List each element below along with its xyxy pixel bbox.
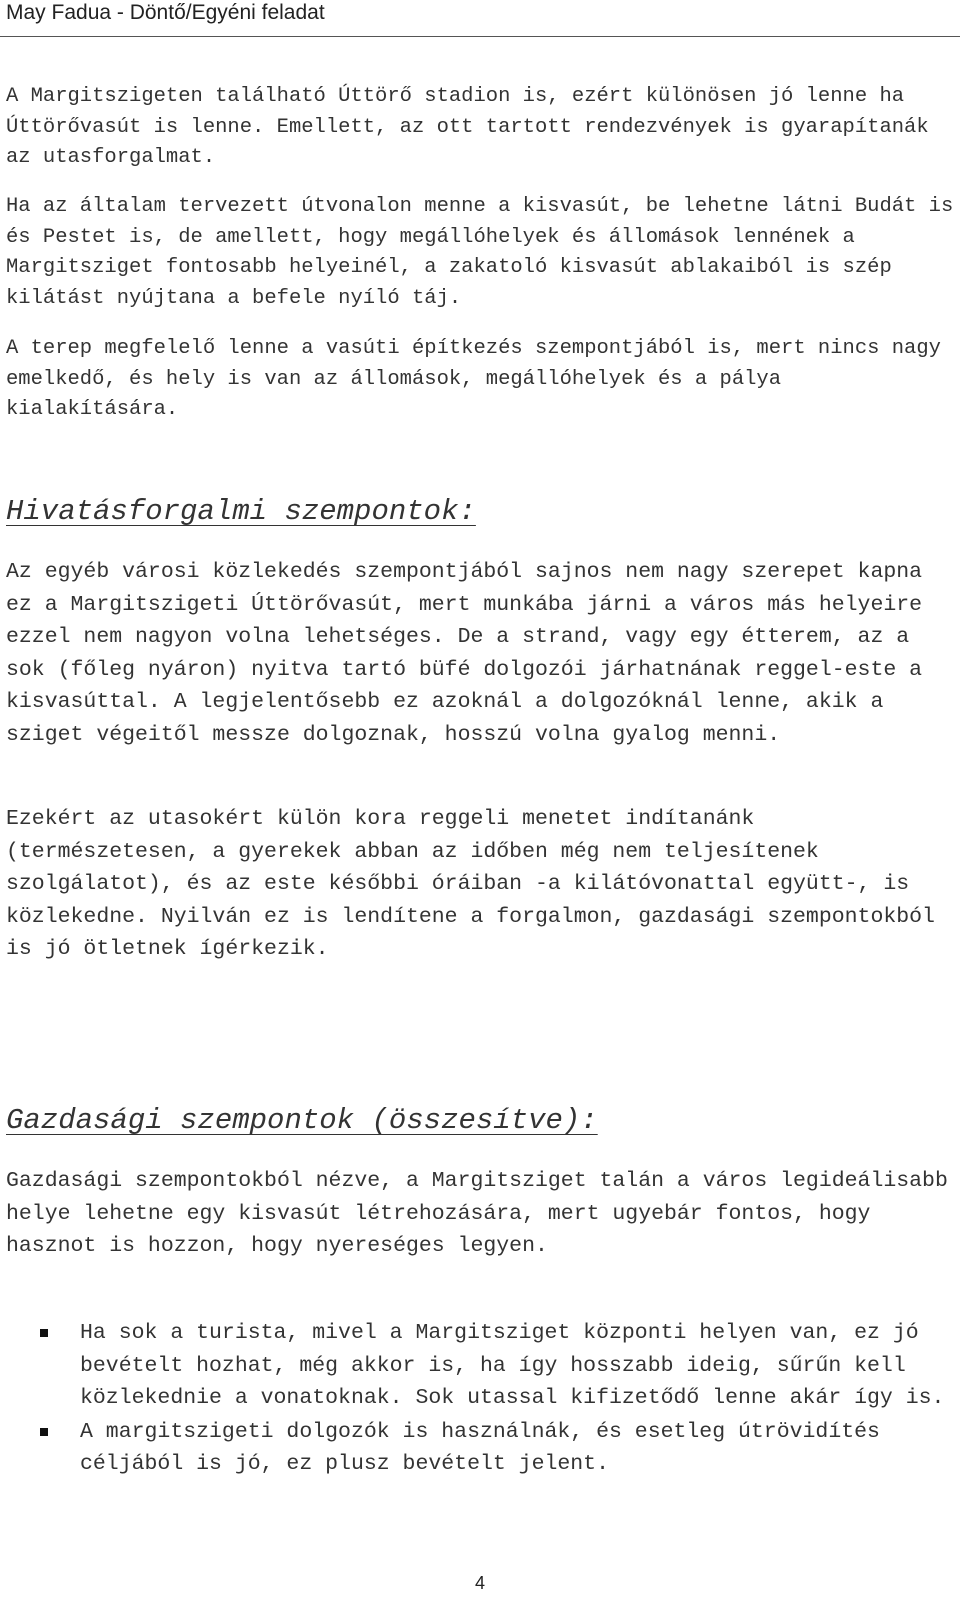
paragraph-stadium: A Margitszigeten található Úttörő stadion is, ezért különösen jó lenne ha Úttörővasút is lenne. Emellett, az ott tartott rendezvények is gyarapítanák az utasforgalmat. <box>6 85 929 169</box>
square-bullet-icon <box>40 1329 48 1337</box>
list-item-text: Ha sok a turista, mivel a Margitsziget központi helyen van, ez jó bevételt hozhat, még akkor is, ha így hosszabb ideig, sűrűn kell közlekednie a vonatoknak. Sok utassal kifizetődő lenne akár így is. <box>80 1321 945 1411</box>
page-header: May Fadua - Döntő/Egyéni feladat <box>6 1 325 24</box>
paragraph-early-trains: Ezekért az utasokért külön kora reggeli menetet indítanánk (természetesen, a gyerekek abban az időben még nem teljesítenek szolgálatot), és az este későbbi óráiban -a kilátóvonattal együtt-, is közlekedne. Nyilván ez is lendítene a forgalmon, gazdasági szempontokból is jó ötletnek ígérkezik. <box>6 807 935 962</box>
page-number: 4 <box>474 1573 485 1593</box>
heading-economic-aspects: Gazdasági szempontok (összesítve): <box>6 1104 598 1137</box>
paragraph-route: Ha az általam tervezett útvonalon menne a kisvasút, be lehetne látni Budát is és Pestet is, de amellett, hogy megállóhelyek és állomások lennének a Margitsziget fontosabb helyeinél, a zakatoló kisvasút ablakaiból is szép kilátást nyújtana a befele nyíló táj. <box>6 195 954 310</box>
list-item-text: A margitszigeti dolgozók is használnák, és esetleg útrövidítés céljából is jó, ez plusz bevételt jelent. <box>80 1419 880 1477</box>
header-divider <box>0 36 960 37</box>
list-item <box>0 1416 950 1481</box>
paragraph-terrain: A terep megfelelő lenne a vasúti építkezés szempontjából is, mert nincs nagy emelkedő, és hely is van az állomások, megállóhelyek és a pálya kialakítására. <box>6 337 941 421</box>
heading-commuter-traffic: Hivatásforgalmi szempontok: <box>6 495 476 528</box>
economic-bullet-list <box>0 1317 960 1482</box>
paragraph-economic-summary: Gazdasági szempontokból nézve, a Margitsziget talán a város legideálisabb helye lehetne egy kisvasút létrehozására, mert ugyebár fontos, hogy hasznot is hozzon, hogy nyereséges legyen. <box>6 1169 948 1259</box>
paragraph-city-transport: Az egyéb városi közlekedés szempontjából sajnos nem nagy szerepet kapna ez a Margitszigeti Úttörővasút, mert munkába járni a város más helyeire ezzel nem nagyon volna lehetséges. De a strand, vagy egy étterem, az a sok (főleg nyáron) nyitva tartó büfé dolgozói járhatnának reggel-este a kisvasúttal. A legjelentősebb ez azoknál a dolgozóknál lenne, akik a sziget végeitől messze dolgoznak, hosszú volna gyalog menni. <box>6 560 923 747</box>
list-item <box>0 1317 950 1415</box>
square-bullet-icon <box>40 1428 48 1436</box>
